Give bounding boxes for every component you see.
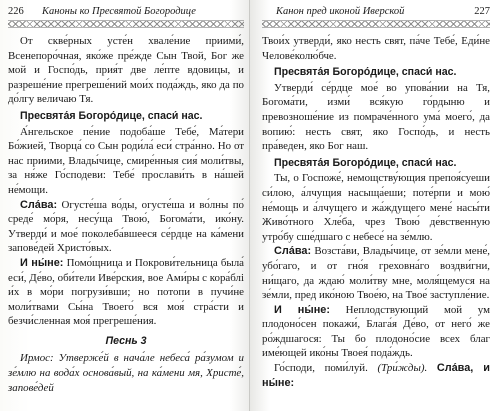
left-header-ornament: [8, 20, 244, 28]
left-running-title: Каноны ко Пресвятой Богородице: [42, 6, 196, 17]
right-running-title: Канон пред иконой Иверской: [276, 6, 405, 17]
song-title: Песнь 3: [105, 334, 147, 347]
troparion-paragraph: Твои́х утверди́, яко несть свят, па́че Тебе́, Еди́не Челове́колю́бче.: [262, 35, 490, 62]
closing-rubric: (Три́жды).: [377, 362, 428, 375]
i-nyne-paragraph: [8, 256, 244, 329]
closing-text: Го́споди, поми́луй.: [274, 362, 368, 375]
right-header-ornament: [262, 20, 490, 28]
right-page: [250, 0, 500, 411]
irmos-paragraph: [8, 351, 244, 395]
closing-paragraph: [262, 361, 490, 390]
i-nyne-label: И ны́не:: [274, 303, 330, 316]
troparion-paragraph: От скве́рных усте́н хвале́ние приими́, Всенепоро́чная, яко́же пре́жде Сын Твой, Бог же мой и Госпо́дь, прия́т две ле́пте вдовицы, и разреше́ние прегреше́ний мои́х пода́ждь, яко да по до́лгу величаю Тя.: [8, 35, 244, 106]
i-nyne-text: Помо́щница и Покрови́тельница была́ еси́, Де́во, оби́тели Иве́рския, вое Ами́ры с кора́блі и́х в мо́ри погрузи́вши; но потопи в пучи́не моли́твами Сы́на Твоего́ вся моя́ стра́сти и безчи́сленная моя́ прегреше́ния.: [8, 256, 244, 328]
left-page-number: 226: [8, 6, 24, 17]
troparion-paragraph: А́нгельское пе́ние подоба́ше Тебе́, Ма́тери Бо́жией, Творца́ со Сын роди́ла́ еси́ стра́нно. Но от нас приими, Влады́чице, смире́нныя сия́ моли́твы, за ня́же Го́сподеви: Тебе́ прослави́ть в на́шей не́мощи.: [8, 125, 244, 196]
troparion-paragraph: Утверди́ се́рдце мое́ во упова́нии на Тя, Богома́ти, изми́ вся́кую го́рдыню и превозноше́ние из помраче́нного ума́ моего́, да вопию́: несть свят, яко Госпо́дь, и несть пра́веден, яко Бог наш.: [262, 81, 490, 153]
i-nyne-text: Неплодствующий мой ум плодоно́сен покажи́, Блага́я Де́во, от него́ же ро́ждшагося: Ты бо плодоно́сие всех благ име́ющей ико́ны Твоея́ пода́ждь.: [262, 303, 490, 360]
troparion-paragraph: Ты, о Госпоже́, немощству́ющия препоя́суеши си́лою, а́лчущия насыща́еши; поте́рпи и мою́ не́мощь и а́лчущего и жа́ждущего мене́ насы́ти Живо́тного Хле́ба, чрез Твою́ де́вственную утро́бу сше́дшаго с небесе́ на зе́млю.: [262, 172, 490, 243]
refrain-line: Пресвята́я Богоро́дице, спаси́ нас.: [20, 109, 203, 122]
slava-paragraph: [262, 244, 490, 302]
left-page-body: [8, 34, 244, 395]
irmos-text: Утверже́й в нача́ле небеса́ ра́зумом и зе́млю на вода́х основа́вый, на ка́мени мя, Христе́, запове́дей: [8, 352, 244, 394]
left-page-header: [8, 4, 244, 19]
slava-label: Сла́ва:: [20, 198, 58, 211]
slava-paragraph: [8, 198, 244, 256]
slava-label: Сла́ва:: [274, 245, 312, 258]
slava-text: Огусте́ша во́ды, огусте́ша и во́лны по́ среде́ мо́ря, несу́ща Твою́, Богома́ти, ико́ну. Утверди́ и мое́ поколеба́вшееся се́рдце на ка́мени запове́дей Христо́вых.: [8, 198, 244, 255]
refrain-line: Пресвята́я Богоро́дице, спаси́ нас.: [274, 66, 457, 79]
refrain-line: Пресвята́я Богоро́дице, спаси́ нас.: [274, 156, 457, 169]
i-nyne-paragraph: [262, 303, 490, 361]
slava-text: Возста́ви, Влады́чице, от зе́мли мене́, убо́гаго, и от гно́я греховна́го воздви́гни, ни́щаго, да ждаю́ моли́тву мне, моля́щемуся на зе́мли, пред ико́ною Твое́ю, на Твое́ заступле́ние.: [262, 245, 490, 302]
irmos-label: Ирмос:: [20, 352, 54, 365]
i-nyne-label: И ны́не:: [20, 256, 64, 269]
right-page-body: [262, 34, 490, 390]
right-page-number: 227: [474, 6, 490, 17]
right-page-header: [262, 4, 490, 19]
closing-slava-label: Сла́ва, и ны́не:: [262, 362, 490, 389]
